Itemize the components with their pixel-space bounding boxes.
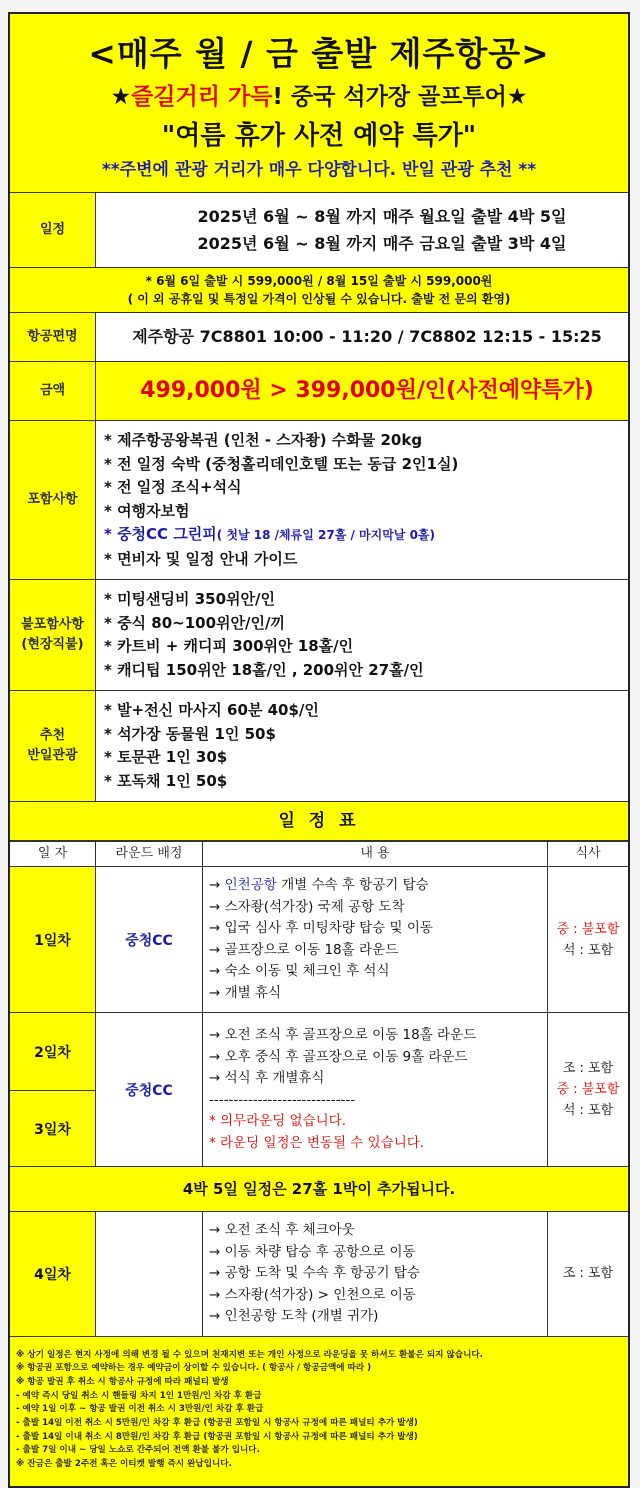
footer-line: - 출발 14일 이내 취소 시 8만원/인 차감 후 환급 (항공권 포함일 시 항공사 규정에 따른 패널티 추가 발생) <box>16 1431 418 1442</box>
footer-line: - 출발 7일 이내 ~ 당일 노쇼로 간주되어 전액 환불 불가 입니다. <box>16 1445 260 1456</box>
day-cell: 3일차 <box>10 1091 96 1167</box>
table-header-row <box>10 842 628 867</box>
day-cell: 1일차 <box>10 867 96 1013</box>
subtitle-highlight: 즐길거리 가득 <box>131 84 273 110</box>
list-item: * 토문관 1인 30$ <box>104 748 228 766</box>
star-icon: ★ <box>506 84 528 110</box>
subtitle <box>10 78 628 116</box>
content-cell: → 오전 조식 후 골프장으로 이동 18홀 라운드 → 오후 중식 후 골프장으로 이동 9홀 라운드 → 석식 후 개별휴식 ------------------------------ * 의무라운딩 없습니다. * 라운딩 일정은 변동될 수 있습니다. <box>203 1013 548 1167</box>
extra-note-row <box>10 1167 628 1212</box>
list-item: * 카트비 + 캐디피 300위안 18홀/인 <box>104 637 354 655</box>
footer-line: ※ 항공권 포함으로 예약하는 경우 예약금이 상이할 수 있습니다. ( 항공사 / 항공금액에 따라 ) <box>16 1363 372 1374</box>
table-row <box>10 1013 628 1091</box>
price-value: 499,000원 > 399,000원/인(사전예약특가) <box>96 362 628 420</box>
list-item: * 석가장 동물원 1인 50$ <box>104 724 276 743</box>
promo-title: "여름 휴가 사전 예약 특가" <box>161 121 477 151</box>
list-item: * 중식 80~100위안/인/끼 <box>104 613 285 632</box>
schedule-label: 일정 <box>10 193 96 267</box>
list-item: * 발+전신 마사지 60분 40$/인 <box>104 701 319 719</box>
table-row <box>10 867 628 1013</box>
footer-line: - 출발 14일 이전 취소 시 5만원/인 차감 후 환급 (항공권 포함일 시 항공사 규정에 따른 패널티 추가 발생) <box>16 1418 418 1429</box>
divider: ------------------------------ <box>209 1091 356 1108</box>
col-meal: 식사 <box>548 842 629 867</box>
round-cell: 중청CC <box>96 867 203 1013</box>
footer-line: - 예약 즉시 당일 취소 시 핸들링 차지 1인 1만원/인 차감 후 환급 <box>16 1390 262 1401</box>
table-row <box>10 1212 628 1337</box>
included-row <box>10 421 628 580</box>
included-list <box>96 421 628 579</box>
excluded-list <box>96 580 628 690</box>
list-item: * 캐디팁 150위안 18홀/인 , 200위안 27홀/인 <box>104 660 424 679</box>
meal-cell: 중 : 불포함 석 : 포함 <box>548 867 629 1013</box>
itinerary-table <box>10 841 628 1337</box>
footer-notes <box>10 1337 628 1486</box>
excluded-label: 불포함사항 (현장직불) <box>10 580 96 690</box>
list-item: * 면비자 및 일정 안내 가이드 <box>104 549 298 568</box>
meal-cell: 조 : 포함 <box>548 1212 629 1337</box>
schedule-note: ( 이 외 공휴일 및 특정일 가격이 인상될 수 있습니다. 출발 전 문의 환영) <box>127 292 511 306</box>
col-day: 일 자 <box>10 842 96 867</box>
footer-line: ※ 잔금은 출발 2주전 혹은 이티켓 발행 즉시 완납입니다. <box>16 1459 232 1470</box>
tour-flyer <box>8 12 630 1488</box>
footer-line: - 예약 1일 이후 ~ 항공 발권 이전 취소 시 3만원/인 차감 후 환급 <box>16 1404 264 1415</box>
footer-line: ※ 항공 발권 후 취소 시 항공사 규정에 따라 패널티 발생 <box>16 1376 229 1387</box>
flight-label: 항공편명 <box>10 313 96 361</box>
schedule-line: 2025년 6월 ~ 8월 까지 매주 금요일 출발 3박 4일 <box>197 234 567 253</box>
list-item-greenfee: * 중청CC 그린피( 첫날 18 /체류일 27홀 / 마지막날 0홀) <box>104 525 436 543</box>
tours-list <box>96 691 628 801</box>
list-item: * 포독채 1인 50$ <box>104 771 228 790</box>
content-cell: → 오전 조식 후 체크아웃 → 이동 차량 탑승 후 공항으로 이동 → 공항 도착 및 수속 후 항공기 탑승 → 스자좡(석가장) > 인천으로 이동 → 인천공항 도착 (개별 귀가) <box>203 1212 548 1337</box>
schedule-row <box>10 193 628 268</box>
tours-label: 추천 반일관광 <box>10 691 96 801</box>
schedule-note: * 6월 6일 출발 시 599,000원 / 8월 15일 출발 시 599,000원 <box>145 274 493 288</box>
list-item: * 전 일정 숙박 (중청홀리데인호텔 또는 동급 2인1실) <box>104 454 459 473</box>
day-cell: 4일차 <box>10 1212 96 1337</box>
footer-line: ※ 상기 일정은 현지 사정에 의해 변경 될 수 있으며 천재지변 또는 개인 사정으로 라운딩을 못 하셔도 환불은 되지 않습니다. <box>16 1349 483 1360</box>
list-item: * 전 일정 조식+석식 <box>104 478 242 496</box>
round-cell: 중청CC <box>96 1013 203 1167</box>
col-content: 내 용 <box>203 842 548 867</box>
subtitle-text: ! 중국 석가장 골프투어 <box>272 84 507 110</box>
flight-row <box>10 313 628 362</box>
price-row <box>10 362 628 421</box>
schedule-notes <box>10 268 628 313</box>
included-label: 포함사항 <box>10 421 96 579</box>
content-cell: → 인천공항 개별 수속 후 항공기 탑승 → 스자좡(석가장) 국제 공항 도착 → 입국 심사 후 미팅차량 탑승 및 이동 → 골프장으로 이동 18홀 라운드 → 숙소 이동 및 체크인 후 석식 → 개별 휴식 <box>203 867 548 1013</box>
list-item: * 제주항공왕복권 (인천 - 스자좡) 수화물 20kg <box>104 431 423 449</box>
schedule-line: 2025년 6월 ~ 8월 까지 매주 월요일 출발 4박 5일 <box>197 207 567 226</box>
flight-value: 제주항공 7C8801 10:00 - 11:20 / 7C8802 12:15 - 15:25 <box>96 313 628 361</box>
day-cell: 2일차 <box>10 1013 96 1091</box>
page-title: <매주 월 / 금 출발 제주항공> <box>88 34 550 73</box>
col-round: 라운드 배정 <box>96 842 203 867</box>
star-icon: ★ <box>110 84 132 110</box>
excluded-row <box>10 580 628 691</box>
extra-note: 4박 5일 일정은 27홀 1박이 추가됩니다. <box>10 1167 628 1212</box>
flyer-header <box>10 14 628 193</box>
list-item: * 미팅샌딩비 350위안/인 <box>104 590 275 608</box>
price-label: 금액 <box>10 362 96 420</box>
tours-row <box>10 691 628 802</box>
meal-cell: 조 : 포함 중 : 불포함 석 : 포함 <box>548 1013 629 1167</box>
tagline: **주변에 관광 거리가 매우 다양합니다. 반일 관광 추천 ** <box>101 160 537 180</box>
list-item: * 여행자보험 <box>104 501 190 520</box>
round-cell <box>96 1212 203 1337</box>
schedule-value <box>96 193 628 267</box>
itinerary-title: 일 정 표 <box>10 802 628 841</box>
